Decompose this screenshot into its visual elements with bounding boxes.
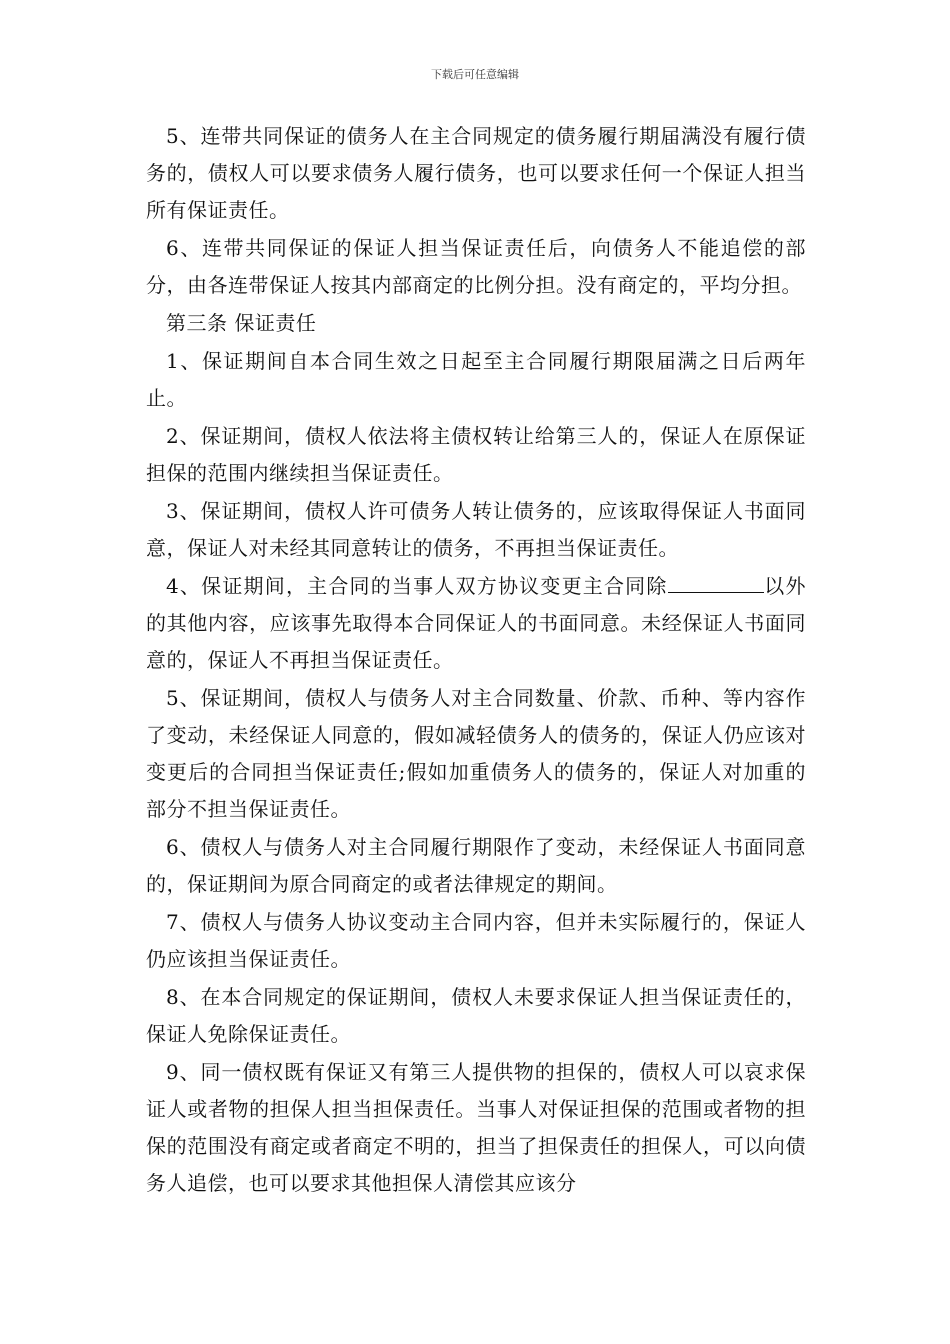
clause-text-continued: 以外的其他内容，应该事先取得本合同保证人的书面同意。未经保证人书面同意的，保证人不再担当保证责任。: [146, 574, 806, 672]
clause-paragraph: 9、同一债权既有保证又有第三人提供物的担保的，债权人可以哀求保证人或者物的担保人担当担保责任。当事人对保证担保的范围或者物的担保的范围没有商定或者商定不明的，担当了担保责任的担保人，可以向债务人追偿，也可以要求其他担保人清偿其应该分: [146, 1060, 806, 1195]
clause-paragraph: 5、连带共同保证的债务人在主合同规定的债务履行期届满没有履行债务的，债权人可以要求债务人履行债务，也可以要求任何一个保证人担当所有保证责任。: [146, 124, 806, 222]
section-heading: 第三条 保证责任: [166, 311, 317, 335]
clause-paragraph: 6、连带共同保证的保证人担当保证责任后，向债务人不能追偿的部分，由各连带保证人按其内部商定的比例分担。没有商定的，平均分担。: [146, 236, 806, 297]
document-body: [146, 118, 806, 1202]
clause-paragraph: 2、保证期间，债权人依法将主债权转让给第三人的，保证人在原保证担保的范围内继续担当保证责任。: [146, 424, 806, 485]
clause-paragraph: 6、债权人与债务人对主合同履行期限作了变动，未经保证人书面同意的，保证期间为原合同商定的或者法律规定的期间。: [146, 835, 806, 896]
clause-paragraph: 7、债权人与债务人协议变动主合同内容，但并未实际履行的，保证人仍应该担当保证责任。: [146, 910, 806, 971]
clause-paragraph: 1、保证期间自本合同生效之日起至主合同履行期限届满之日后两年止。: [146, 349, 806, 410]
clause-paragraph-with-blank: [146, 568, 806, 679]
clause-text: 4、保证期间，主合同的当事人双方协议变更主合同除: [166, 574, 668, 598]
fill-in-blank: [668, 572, 764, 593]
page-header: 下载后可任意编辑: [431, 68, 519, 81]
clause-paragraph: 5、保证期间，债权人与债务人对主合同数量、价款、币种、等内容作了变动，未经保证人同意的，假如减轻债务人的债务的，保证人仍应该对变更后的合同担当保证责任;假如加重债务人的债务的，保证人对加重的部分不担当保证责任。: [146, 686, 806, 821]
clause-paragraph: 3、保证期间，债权人许可债务人转让债务的，应该取得保证人书面同意，保证人对未经其同意转让的债务，不再担当保证责任。: [146, 499, 806, 560]
clause-paragraph: 8、在本合同规定的保证期间，债权人未要求保证人担当保证责任的，保证人免除保证责任。: [146, 985, 806, 1046]
